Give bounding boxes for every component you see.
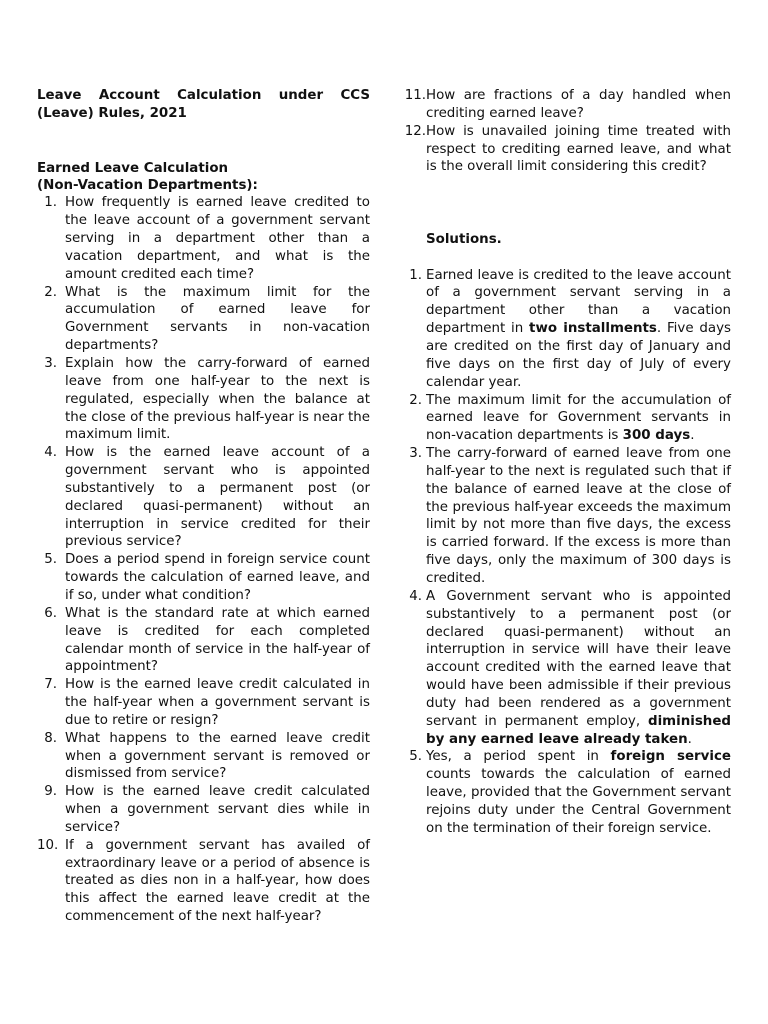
document-title: Leave Account Calculation under CCS (Leave) Rules, 2021 [37,88,370,121]
list-item [402,123,731,177]
question-text: What is the maximum limit for the accumulation of earned leave for Government servants in non-vacation departments? [65,284,370,354]
list-item [402,392,731,446]
list-item [402,748,731,837]
solution-text: A Government servant who is appointed substantively to a permanent post (or declared quasi-permanent) without an interruption in service will have their leave account credited with the earned leave that would have been admissible if their previous duty had been rendered as a government servant in permanent employ, diminished by any earned leave already taken. [426,588,731,747]
right-column [402,87,731,838]
question-text: How is the earned leave credit calculated when a government servant dies while in service? [65,784,370,835]
solution-text: Earned leave is credited to the leave account of a government servant serving in a department other than a vacation department in two installments. Five days are credited on the first day of January and five days on the first day of July of every calendar year. [426,267,731,390]
item-number: 3. [44,356,57,371]
item-number: 2. [409,392,422,408]
item-number: 12. [404,123,426,139]
list-item [37,730,370,784]
list-item [37,444,370,551]
section-heading: Earned Leave Calculation [37,160,229,176]
question-text: How is unavailed joining time treated with respect to crediting earned leave, and what is the overall limit considering this credit? [426,123,731,175]
item-number: 7. [44,677,57,693]
question-text: Explain how the carry-forward of earned leave from one half-year to the next is regulated, especially when the balance at the close of the previous half-year is near the maximum limit. [65,356,370,443]
item-number: 1. [409,267,422,283]
question-text: How is the earned leave account of a government servant who is appointed substantively to a permanent post (or declared quasi-permanent) without an interruption in service credited for their previous service? [65,445,370,550]
list-item [402,267,731,392]
item-number: 9. [44,784,57,800]
left-column [37,87,370,926]
question-text: What is the standard rate at which earned leave is credited for each completed calendar month of service in the half-year of appointment? [65,605,370,675]
question-text: How are fractions of a day handled when crediting earned leave? [426,88,731,121]
item-number: 1. [44,195,57,211]
item-number: 2. [44,284,57,300]
item-number: 10. [37,837,59,853]
question-text: If a government servant has availed of extraordinary leave or a period of absence is treated as dies non in a half-year, how does this affect the earned leave credit at the commencement of the next half-year? [65,837,370,925]
list-item [37,783,370,837]
list-item [402,588,731,749]
list-item [37,194,370,283]
item-number: 11. [404,88,426,103]
list-item [37,551,370,605]
item-number: 4. [44,445,57,461]
question-list [37,194,370,926]
solution-list [402,267,731,838]
question-text: Does a period spend in foreign service count towards the calculation of earned leave, and if so, under what condition? [65,552,370,603]
solutions-heading: Solutions. [426,232,502,248]
list-item [37,676,370,730]
question-text: How is the earned leave credit calculated in the half-year when a government servant is due to retire or resign? [65,677,370,728]
list-item [37,605,370,676]
list-item [37,837,370,926]
list-item [37,284,370,355]
question-list-continued [402,87,731,176]
solution-text: The carry-forward of earned leave from one half-year to the next is regulated such that if the balance of earned leave at the close of the previous half-year exceeds the maximum limit by not more than five days, the excess is carried forward. If the excess is more than five days, only the maximum of 300 days is credited. [426,446,731,586]
section-subheading: (Non-Vacation Departments): [37,178,258,193]
solution-text: Yes, a period spent in foreign service counts towards the calculation of earned leave, provided that the Government servant rejoins duty under the Central Government on the termination of their foreign service. [426,749,731,836]
question-text: What happens to the earned leave credit when a government servant is removed or dismissed from service? [65,730,370,782]
item-number: 5. [409,749,422,765]
item-number: 3. [409,446,422,462]
solution-text: The maximum limit for the accumulation of earned leave for Government servants in non-vacation departments is 300 days. [426,392,731,444]
list-item [402,445,731,588]
item-number: 6. [44,605,57,621]
list-item [402,87,731,123]
item-number: 5. [44,552,57,568]
list-item [37,355,370,444]
item-number: 4. [409,588,422,604]
item-number: 8. [44,730,57,746]
question-text: How frequently is earned leave credited to the leave account of a government servant serving in a department other than a vacation department, and what is the amount credited each time? [65,195,370,282]
